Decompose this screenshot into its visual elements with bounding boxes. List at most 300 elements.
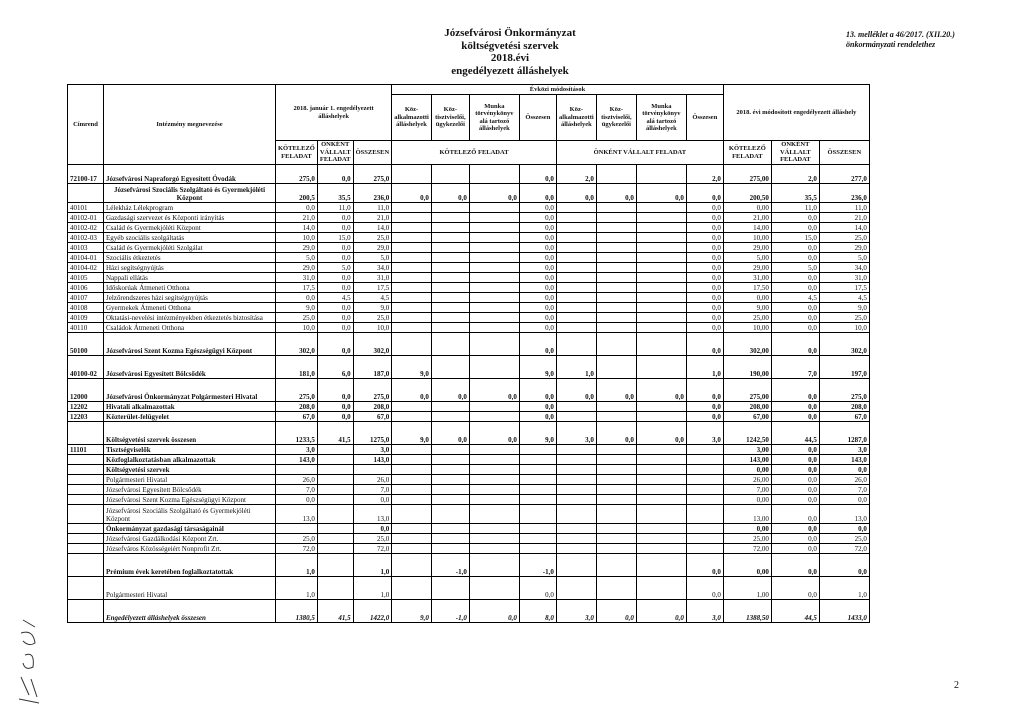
col-osszesen-caps-1: ÖSSZESEN [353, 141, 392, 165]
row-code: 40102-03 [68, 233, 104, 243]
row-value: 0,0 [771, 475, 819, 485]
row-value: 0,0 [771, 253, 819, 263]
row-code: 12203 [68, 412, 104, 422]
row-value [596, 323, 636, 333]
row-value [469, 283, 519, 293]
row-value: 1233,5 [276, 422, 318, 445]
row-value: 0,0 [317, 323, 353, 333]
row-code [68, 505, 104, 524]
row-code: 72100-17 [68, 165, 104, 184]
row-value: 5,0 [317, 263, 353, 273]
row-value: 0,0 [771, 223, 819, 233]
row-value: 0,0 [317, 253, 353, 263]
row-value [556, 303, 596, 313]
row-value: 0,0 [771, 402, 819, 412]
row-value: 17,5 [353, 283, 392, 293]
row-value: 0,0 [519, 402, 556, 412]
col-kotelezo-2: KÖTELEZŐ FELADAT [723, 141, 771, 165]
row-value: 0,0 [686, 184, 723, 203]
row-value [686, 524, 723, 534]
row-value: 275,0 [353, 379, 392, 402]
row-value: 72,0 [353, 544, 392, 554]
row-value [431, 273, 469, 283]
row-code [68, 422, 104, 445]
row-value [596, 485, 636, 495]
row-value [636, 505, 686, 524]
row-value: 0,0 [519, 323, 556, 333]
col-munka-1: Munka törvénykönyv alá tartozó álláshelyek [469, 95, 519, 141]
row-value [556, 534, 596, 544]
row-value: 1,0 [556, 356, 596, 379]
col-koz-tiszt-1: Köz-tisztviselői, ügykezelői [431, 95, 469, 141]
row-value: 0,0 [317, 333, 353, 356]
row-name: Tisztségviselők [104, 445, 276, 455]
row-value: 0,0 [636, 422, 686, 445]
row-value: 0,0 [317, 213, 353, 223]
row-value [392, 577, 432, 600]
row-value: 11,0 [353, 203, 392, 213]
row-value: 17,50 [723, 283, 771, 293]
row-value [556, 213, 596, 223]
table-row [68, 422, 870, 445]
row-value: 0,0 [771, 577, 819, 600]
table-row [68, 465, 870, 475]
row-name: Gyermekek Átmeneti Otthona [104, 303, 276, 313]
row-value: 0,00 [723, 554, 771, 577]
row-value: 0,0 [686, 203, 723, 213]
row-value [392, 313, 432, 323]
table-row [68, 293, 870, 303]
row-value [392, 213, 432, 223]
document-header [380, 27, 640, 77]
row-value: 17,5 [276, 283, 318, 293]
row-value [556, 412, 596, 422]
row-value [392, 273, 432, 283]
row-value [636, 356, 686, 379]
row-name: Szociális étkeztetés [104, 253, 276, 263]
row-value: 26,0 [353, 475, 392, 485]
handwritten-mark [15, 615, 43, 705]
row-value: 0,0 [686, 323, 723, 333]
row-value [636, 544, 686, 554]
row-value: 1287,0 [819, 422, 869, 445]
row-value [392, 524, 432, 534]
row-value [392, 465, 432, 475]
table-row [68, 203, 870, 213]
row-value: 1,0 [353, 577, 392, 600]
row-name: Polgármesteri Hivatal [104, 475, 276, 485]
row-code [68, 495, 104, 505]
row-value [469, 243, 519, 253]
row-value: 9,0 [519, 422, 556, 445]
row-value: 0,0 [519, 165, 556, 184]
row-value [469, 223, 519, 233]
col-onkent-2: ÖNKÉNT VÁLLALT FELADAT [771, 141, 819, 165]
row-value: 0,00 [723, 203, 771, 213]
row-value [596, 293, 636, 303]
row-value: 0,0 [317, 412, 353, 422]
row-value [317, 577, 353, 600]
row-value [636, 524, 686, 534]
row-value [431, 283, 469, 293]
row-value: -1,0 [519, 554, 556, 577]
row-value: 9,0 [392, 422, 432, 445]
row-name: Józsefvárosi Egyesített Bölcsődék [104, 356, 276, 379]
row-value [392, 283, 432, 293]
header-line-4: engedélyezett álláshelyek [451, 64, 569, 77]
row-value: 34,0 [353, 263, 392, 273]
positions-table [67, 84, 870, 623]
row-value: 0,0 [771, 283, 819, 293]
row-value [469, 402, 519, 412]
table-row [68, 475, 870, 485]
col-onkent-1: ÖNKÉNT VÁLLALT FELADAT [317, 141, 353, 165]
row-value [636, 213, 686, 223]
row-value: 275,0 [819, 379, 869, 402]
row-value [392, 445, 432, 455]
row-value [636, 283, 686, 293]
row-value [596, 253, 636, 263]
row-value [519, 505, 556, 524]
row-value: 10,0 [276, 233, 318, 243]
row-value [431, 263, 469, 273]
row-value: 67,0 [819, 412, 869, 422]
row-code: 40107 [68, 293, 104, 303]
row-value: 0,0 [519, 263, 556, 273]
row-code: 40105 [68, 273, 104, 283]
row-value [469, 544, 519, 554]
row-value: 208,0 [819, 402, 869, 412]
row-value: 0,0 [771, 544, 819, 554]
row-value: 0,0 [819, 554, 869, 577]
table-body [68, 165, 870, 623]
row-code: 40104-02 [68, 263, 104, 273]
row-value: 10,00 [723, 233, 771, 243]
row-value: 0,0 [519, 253, 556, 263]
row-value [686, 445, 723, 455]
row-value: 25,0 [819, 313, 869, 323]
row-value [276, 524, 318, 534]
row-value: 187,0 [353, 356, 392, 379]
row-value [317, 465, 353, 475]
table-row [68, 495, 870, 505]
row-value [317, 475, 353, 485]
row-name: Józsefvárosi Szent Kozma Egészségügyi Központ [104, 495, 276, 505]
row-value: 0,0 [771, 379, 819, 402]
row-value [469, 165, 519, 184]
row-value: 5,0 [771, 263, 819, 273]
row-code: 40104-01 [68, 253, 104, 263]
row-value: 0,0 [519, 223, 556, 233]
row-value [392, 233, 432, 243]
row-value: 14,00 [723, 223, 771, 233]
row-name: Egyéb szociális szolgáltatás [104, 233, 276, 243]
row-value [686, 465, 723, 475]
row-name: Jelzőrendszeres házi segítségnyújtás [104, 293, 276, 303]
row-value: 0,0 [771, 313, 819, 323]
row-value: 25,0 [819, 233, 869, 243]
row-value: 0,0 [353, 495, 392, 505]
row-code: 40109 [68, 313, 104, 323]
row-value [596, 475, 636, 485]
row-value: 2,0 [771, 165, 819, 184]
table-row [68, 223, 870, 233]
row-code [68, 554, 104, 577]
row-value: 275,00 [723, 379, 771, 402]
row-value: 0,0 [771, 243, 819, 253]
row-value: 14,0 [819, 223, 869, 233]
row-value [556, 445, 596, 455]
row-value: 13,00 [723, 505, 771, 524]
row-value: 4,5 [317, 293, 353, 303]
row-value [556, 544, 596, 554]
row-value: 3,0 [819, 445, 869, 455]
row-value [392, 412, 432, 422]
row-value [469, 412, 519, 422]
row-code [68, 184, 104, 203]
row-value: 0,0 [276, 293, 318, 303]
table-row [68, 577, 870, 600]
row-value [392, 402, 432, 412]
row-code [68, 577, 104, 600]
row-value [431, 203, 469, 213]
row-value [392, 253, 432, 263]
row-value [392, 333, 432, 356]
row-value [636, 554, 686, 577]
row-value: 0,0 [431, 184, 469, 203]
col-jan1: 2018. január 1. engedélyezett álláshelyek [276, 85, 392, 141]
row-value [636, 402, 686, 412]
row-value: 31,0 [353, 273, 392, 283]
row-value: 275,00 [723, 165, 771, 184]
table-row [68, 283, 870, 293]
col-intezmeny: Intézmény megnevezése [104, 85, 276, 165]
row-value: 3,00 [723, 445, 771, 455]
row-value: 0,0 [686, 554, 723, 577]
row-value: 0,0 [317, 273, 353, 283]
row-name: Házi segítségnyújtás [104, 263, 276, 273]
row-value: 35,5 [771, 184, 819, 203]
row-value: 10,0 [353, 323, 392, 333]
row-value: 0,0 [596, 379, 636, 402]
row-value [556, 203, 596, 213]
row-value: 25,0 [276, 313, 318, 323]
row-value [519, 445, 556, 455]
row-value [636, 445, 686, 455]
table-row [68, 253, 870, 263]
row-name: Józsefvárosi Napraforgó Egyesített Óvodák [104, 165, 276, 184]
row-value [596, 534, 636, 544]
row-value: 0,0 [686, 273, 723, 283]
row-value: 4,5 [353, 293, 392, 303]
table-row [68, 485, 870, 495]
row-value: 0,0 [317, 283, 353, 293]
row-value [519, 475, 556, 485]
row-value: 31,0 [276, 273, 318, 283]
row-value [556, 485, 596, 495]
row-code: 11101 [68, 445, 104, 455]
row-value: 302,0 [276, 333, 318, 356]
row-value [431, 495, 469, 505]
table-row [68, 524, 870, 534]
table-row [68, 184, 870, 203]
row-value: 0,0 [771, 445, 819, 455]
row-value: 7,0 [353, 485, 392, 495]
col-modositott: 2018. évi módosított engedélyezett álláshely [723, 85, 869, 141]
col-munka-2: Munka törvénykönyv alá tartozó álláshelyek [636, 95, 686, 141]
row-value [431, 356, 469, 379]
row-code: 40110 [68, 323, 104, 333]
row-value [636, 293, 686, 303]
row-value: 3,0 [556, 600, 596, 623]
row-value [469, 303, 519, 313]
row-value: 0,0 [556, 184, 596, 203]
row-value [596, 203, 636, 213]
header-line-1: Józsefvárosi Önkormányzat [444, 27, 576, 39]
row-value [636, 455, 686, 465]
row-value: 9,0 [819, 303, 869, 313]
row-value [469, 203, 519, 213]
row-value [469, 534, 519, 544]
row-code [68, 524, 104, 534]
row-value: 0,0 [276, 203, 318, 213]
row-value: 1242,50 [723, 422, 771, 445]
row-value: 0,0 [819, 465, 869, 475]
row-value: 13,0 [353, 505, 392, 524]
row-value: 9,0 [392, 356, 432, 379]
row-value [556, 263, 596, 273]
row-value: 0,0 [596, 422, 636, 445]
annex-reference-line-2: önkormányzati rendelethez [846, 40, 936, 49]
col-onkent-feladat: ÖNKÉNT VÁLLALT FELADAT [556, 141, 723, 165]
col-osszesen-1: Összesen [519, 95, 556, 141]
row-value: 0,0 [519, 184, 556, 203]
row-value: 29,00 [723, 263, 771, 273]
row-value: 0,0 [469, 379, 519, 402]
row-code [68, 485, 104, 495]
row-value [431, 455, 469, 465]
row-value: 0,0 [771, 333, 819, 356]
row-value [317, 485, 353, 495]
col-evkozi: Évközi módosítások [392, 85, 724, 95]
row-value: 25,0 [353, 313, 392, 323]
row-value [392, 203, 432, 213]
page-number: 2 [954, 680, 959, 691]
row-value [636, 243, 686, 253]
row-value [596, 243, 636, 253]
row-code [68, 455, 104, 465]
row-value [596, 577, 636, 600]
row-name: Józsefvárosi Szociális Szolgáltató és Gyermekjóléti Központ [104, 184, 276, 203]
row-value: 277,0 [819, 165, 869, 184]
row-value: 0,0 [317, 243, 353, 253]
row-value [469, 554, 519, 577]
row-value [317, 505, 353, 524]
row-code: 40100-02 [68, 356, 104, 379]
row-value: 0,0 [519, 293, 556, 303]
row-value [596, 213, 636, 223]
row-value: 0,0 [353, 524, 392, 534]
row-value: 0,0 [276, 495, 318, 505]
row-value: 0,0 [686, 313, 723, 323]
row-value [636, 273, 686, 283]
row-value: 0,00 [723, 465, 771, 475]
row-value [392, 223, 432, 233]
row-value: 0,0 [771, 465, 819, 475]
row-value: 17,5 [819, 283, 869, 293]
row-value: 0,0 [771, 554, 819, 577]
row-value [636, 475, 686, 485]
row-value: 25,0 [353, 534, 392, 544]
row-code: 40106 [68, 283, 104, 293]
row-value: 0,0 [771, 213, 819, 223]
row-value [556, 505, 596, 524]
row-value: 302,0 [353, 333, 392, 356]
row-value: 31,0 [819, 273, 869, 283]
row-value: 31,00 [723, 273, 771, 283]
row-value [596, 495, 636, 505]
row-value [556, 273, 596, 283]
row-name: Polgármesteri Hivatal [104, 577, 276, 600]
row-value: 2,0 [556, 165, 596, 184]
row-value: 29,0 [353, 243, 392, 253]
row-value [556, 554, 596, 577]
row-value: 5,0 [276, 253, 318, 263]
row-value [469, 485, 519, 495]
row-value: 0,0 [771, 485, 819, 495]
row-value: 11,0 [819, 203, 869, 213]
row-value: 0,0 [771, 273, 819, 283]
row-value [431, 243, 469, 253]
row-value [596, 412, 636, 422]
row-name: Oktatási-nevelési intézményekben étkeztetés biztosítása [104, 313, 276, 323]
row-value: 0,00 [723, 495, 771, 505]
row-value [519, 485, 556, 495]
row-value [596, 356, 636, 379]
row-name: Józsefvárosi Egyesített Bölcsődék [104, 485, 276, 495]
row-value: 1380,5 [276, 600, 318, 623]
row-value: 1388,50 [723, 600, 771, 623]
row-name: Józsefvárosi Szent Kozma Egészségügyi Központ [104, 333, 276, 356]
row-value [556, 577, 596, 600]
row-value [556, 283, 596, 293]
row-value [353, 465, 392, 475]
row-value: 26,00 [723, 475, 771, 485]
row-value: 0,0 [392, 184, 432, 203]
row-value [636, 534, 686, 544]
col-kotelezo-feladat: KÖTELEZŐ FELADAT [392, 141, 557, 165]
row-value: 0,0 [317, 379, 353, 402]
row-value [392, 243, 432, 253]
row-value [596, 445, 636, 455]
row-value [431, 412, 469, 422]
row-value [556, 243, 596, 253]
row-value: 0,0 [317, 165, 353, 184]
row-value: 5,0 [819, 253, 869, 263]
row-value [556, 223, 596, 233]
col-koz-tiszt-2: Köz-tisztviselői, ügykezelői [596, 95, 636, 141]
row-value [636, 333, 686, 356]
row-name: Józsefvárosi Önkormányzat Polgármesteri Hivatal [104, 379, 276, 402]
row-value: 0,0 [519, 577, 556, 600]
row-value [431, 213, 469, 223]
row-value: 7,0 [819, 485, 869, 495]
row-value [636, 263, 686, 273]
row-value [431, 333, 469, 356]
row-value: 0,0 [636, 600, 686, 623]
row-value [596, 263, 636, 273]
row-value [392, 544, 432, 554]
